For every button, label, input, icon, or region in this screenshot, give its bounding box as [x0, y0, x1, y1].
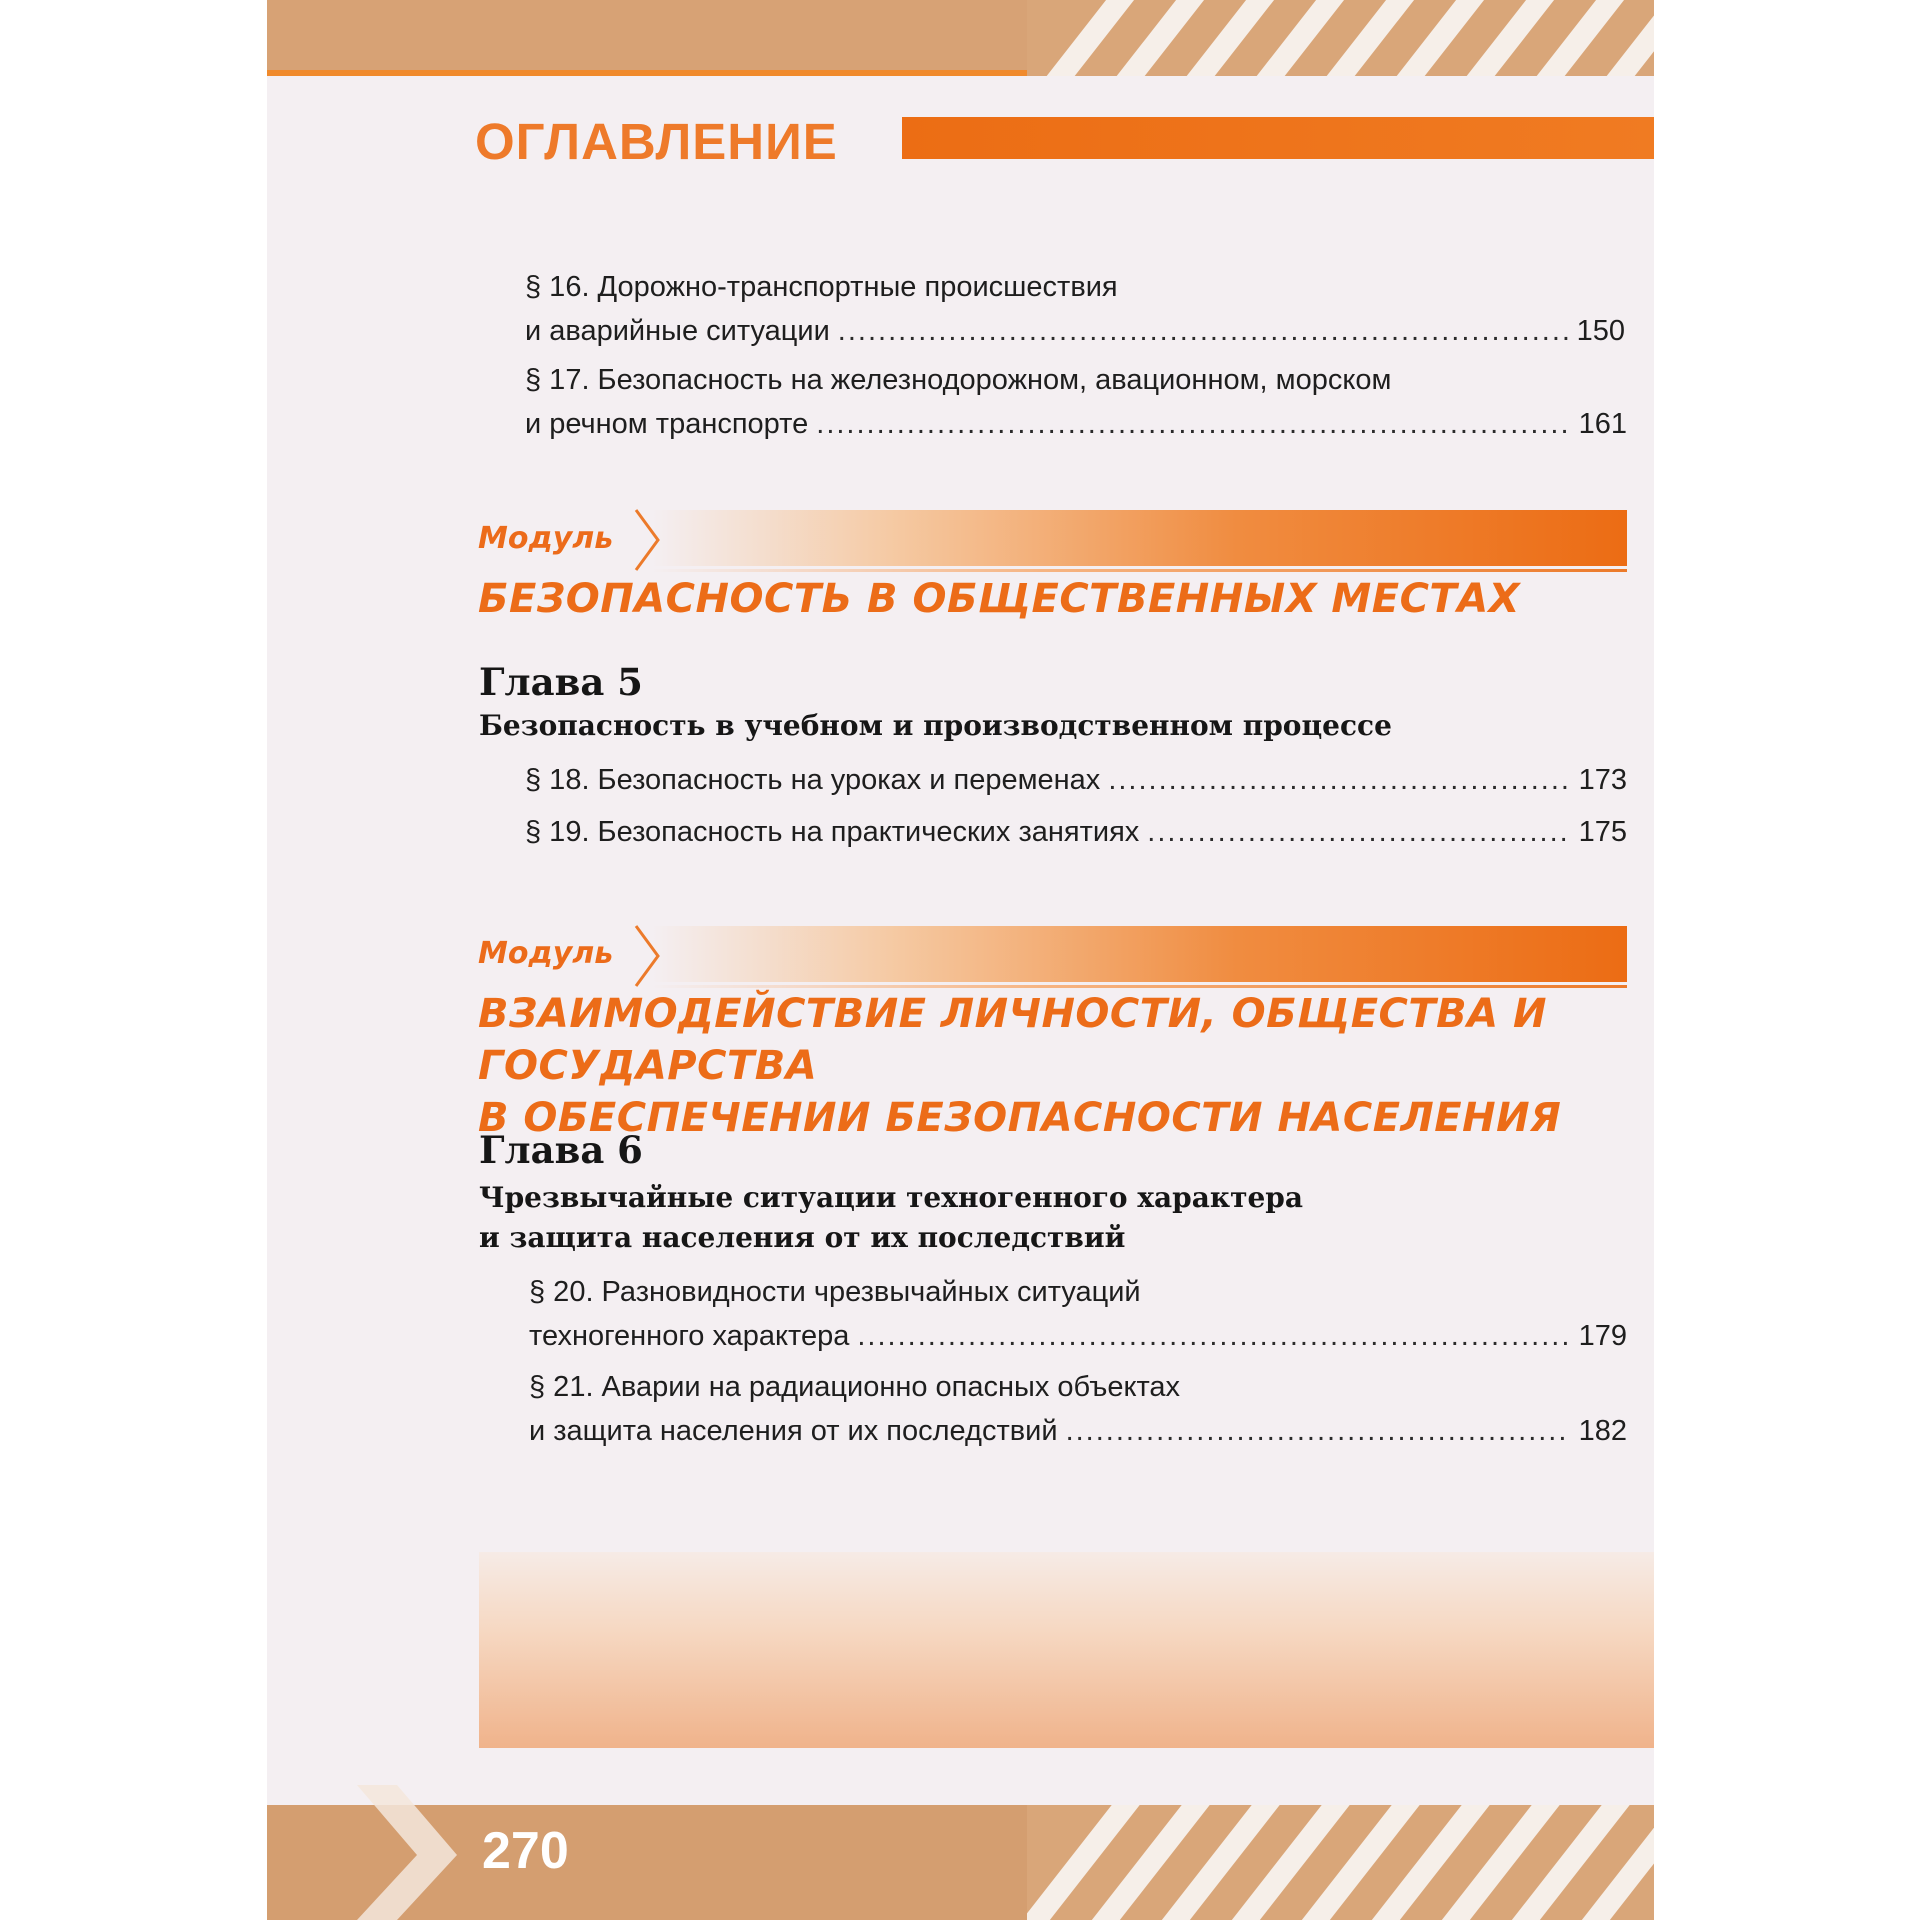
chapter-number: Глава 5 [479, 660, 643, 704]
toc-page-number: 150 [1576, 315, 1625, 347]
module-label: Модуль [478, 936, 614, 971]
chapter-title-line: Безопасность в учебном и производственном процессе [479, 709, 1392, 742]
dot-leader [1147, 810, 1570, 854]
module-banner-bar [652, 926, 1627, 982]
toc-entry-title-cont: и речном транспорте [525, 408, 809, 440]
toc-entry-title-cont: и защита населения от их последствий [529, 1415, 1058, 1447]
chevron-icon [357, 1785, 467, 1920]
module-title [478, 988, 1654, 1144]
toc-page-number: 182 [1578, 1415, 1627, 1447]
page-number: 270 [482, 1822, 569, 1880]
dot-leader [857, 1314, 1570, 1358]
module-title [478, 573, 1520, 625]
page-title: ОГЛАВЛЕНИЕ [475, 113, 838, 170]
toc-entry-title: § 18. Безопасность на уроках и переменах [525, 764, 1101, 796]
toc-page-number: 175 [1578, 816, 1627, 848]
toc-entry-title: § 20. Разновидности чрезвычайных ситуаций [529, 1276, 1141, 1308]
toc-page-number: 179 [1578, 1320, 1627, 1352]
dot-leader [816, 402, 1570, 446]
module-label: Модуль [478, 521, 614, 556]
footer-band [267, 1805, 1654, 1920]
toc-entry-title: § 21. Аварии на радиационно опасных объектах [529, 1371, 1181, 1403]
module-banner-bar [652, 510, 1627, 566]
title-accent-bar [902, 117, 1654, 159]
header-stripes [1027, 0, 1654, 76]
chapter-title-line: и защита населения от их последствий [479, 1221, 1126, 1254]
dot-leader [1108, 758, 1570, 802]
toc-entry-title: § 16. Дорожно-транспортные происшествия [525, 271, 1118, 303]
toc-entry-20[interactable] [529, 1270, 1627, 1358]
module-title-line: ВЗАИМОДЕЙСТВИЕ ЛИЧНОСТИ, ОБЩЕСТВА И ГОСУДАРСТВА [478, 991, 1548, 1089]
toc-entry-title-cont: техногенного характера [529, 1320, 850, 1352]
toc-entry-21[interactable] [529, 1365, 1627, 1453]
chapter-title [479, 706, 1392, 746]
header-band-underline [267, 70, 1027, 76]
header-band [267, 0, 1654, 76]
toc-page-number: 173 [1578, 764, 1627, 796]
chapter-title [479, 1178, 1303, 1258]
toc-entry-16[interactable] [525, 265, 1625, 353]
toc-entry-title: § 19. Безопасность на практических занятиях [525, 816, 1140, 848]
book-page [267, 0, 1654, 1920]
toc-entry-title-cont: и аварийные ситуации [525, 315, 830, 347]
header-band-solid [267, 0, 1027, 76]
dot-leader [1066, 1409, 1571, 1453]
chapter-title-line: Чрезвычайные ситуации техногенного характера [479, 1181, 1303, 1214]
module-title-line: БЕЗОПАСНОСТЬ В ОБЩЕСТВЕННЫХ МЕСТАХ [478, 576, 1520, 622]
footer-stripes [1027, 1805, 1654, 1920]
dot-leader [838, 309, 1569, 353]
toc-page-number: 161 [1578, 408, 1627, 440]
chapter-number: Глава 6 [479, 1128, 643, 1172]
toc-entry-17[interactable] [525, 358, 1627, 446]
toc-entry-title: § 17. Безопасность на железнодорожном, авационном, морском [525, 364, 1392, 396]
toc-entry-18[interactable] [525, 758, 1627, 802]
toc-entry-19[interactable] [525, 810, 1627, 854]
decorative-gradient-block [479, 1552, 1654, 1748]
module-title-line: В ОБЕСПЕЧЕНИИ БЕЗОПАСНОСТИ НАСЕЛЕНИЯ [478, 1095, 1562, 1141]
